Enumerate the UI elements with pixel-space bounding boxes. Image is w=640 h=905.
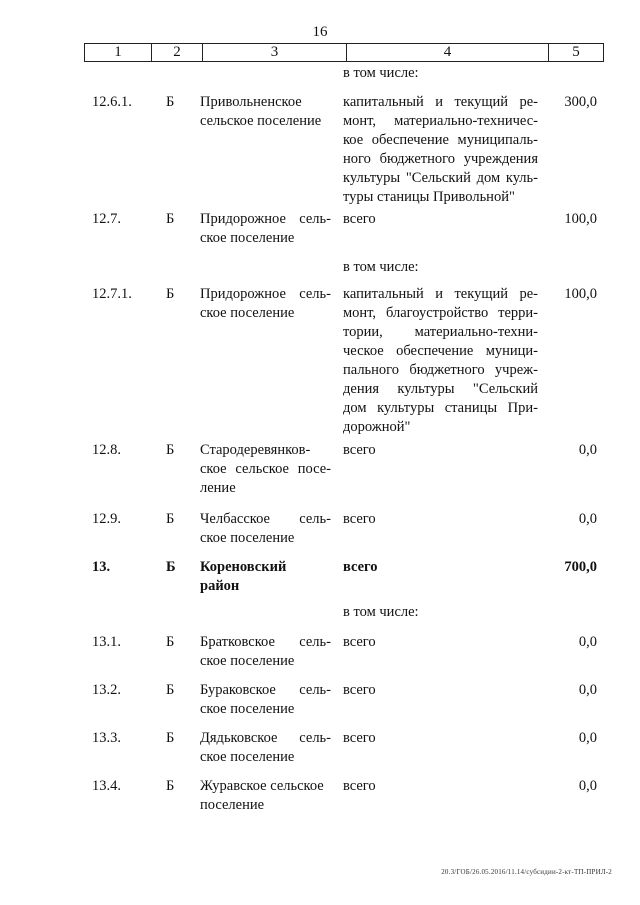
row-name-line: Придорожное сель- (200, 211, 331, 227)
row-category: Б (166, 94, 175, 110)
row-category: Б (166, 442, 175, 458)
row-name (200, 633, 331, 671)
row-name-line: Бураковское сель- (200, 682, 331, 698)
row-purpose-line: всего (343, 442, 376, 458)
row-purpose-line: ного бюджетного учреждения (343, 151, 538, 167)
row-name-line: ское поселение (200, 653, 295, 669)
row-purpose (343, 681, 538, 700)
row-purpose-line: культуры "Сельский дом куль- (343, 170, 538, 186)
row-purpose-line: всего (343, 778, 376, 794)
header-col-1: 1 (85, 44, 152, 61)
header-col-3: 3 (203, 44, 347, 61)
row-name (200, 93, 331, 131)
row-purpose-line: всего (343, 730, 376, 746)
row-amount: 0,0 (578, 442, 597, 458)
row-category: Б (166, 778, 175, 794)
row-name-line: Журавское сельское (200, 778, 324, 794)
row-category: Б (166, 211, 175, 227)
row-purpose (343, 93, 538, 207)
row-purpose-line: туры станицы Привольной" (343, 189, 515, 205)
row-category: Б (166, 730, 175, 746)
subtotal-label: в том числе: (343, 65, 419, 81)
row-purpose-line: всего (343, 511, 376, 527)
page-number: 16 (312, 24, 328, 40)
row-name-line: сельское поселение (200, 113, 322, 129)
row-purpose-line: капитальный и текущий ре- (343, 286, 538, 302)
row-purpose (343, 558, 538, 577)
row-purpose-line: монт, благоустройство терри- (343, 305, 538, 321)
row-name-line: ское поселение (200, 701, 295, 717)
row-name (200, 510, 331, 548)
row-amount: 0,0 (578, 730, 597, 746)
row-number: 12.7. (92, 211, 121, 227)
row-purpose (343, 441, 538, 460)
row-purpose (343, 510, 538, 529)
row-number: 13.3. (92, 730, 121, 746)
row-number: 12.8. (92, 442, 121, 458)
row-purpose-line: кое обеспечение муниципаль- (343, 132, 538, 148)
row-name-line: Дядьковское сель- (200, 730, 331, 746)
row-purpose-line: всего (343, 682, 376, 698)
row-name-line: Стародеревянков- (200, 442, 311, 458)
row-purpose-line: дом культуры станицы При- (343, 400, 538, 416)
row-category: Б (166, 511, 175, 527)
row-purpose-line: тории, материально-техни- (343, 324, 538, 340)
document-footer-code: 20.3/ГОБ/26.05.2016/11.14/субсидии-2-кт-ТП-ПРИЛ-2 (441, 868, 612, 876)
row-purpose-line: пального бюджетного учреж- (343, 362, 538, 378)
row-name-line: ское сельское посе- (200, 461, 331, 477)
row-category: Б (166, 286, 175, 302)
row-name-line: район (200, 578, 240, 594)
row-name-line: ление (200, 480, 236, 496)
row-amount: 300,0 (564, 94, 597, 110)
row-amount: 100,0 (564, 286, 597, 302)
row-number: 13. (92, 559, 111, 575)
row-number: 13.1. (92, 634, 121, 650)
row-number: 12.7.1. (92, 286, 132, 302)
row-purpose-line: всего (343, 559, 378, 575)
row-name-line: Челбасское сель- (200, 511, 331, 527)
row-name-line: Придорожное сель- (200, 286, 331, 302)
row-number: 12.6.1. (92, 94, 132, 110)
row-name-line: ское поселение (200, 530, 295, 546)
row-amount: 0,0 (578, 778, 597, 794)
row-purpose-line: всего (343, 211, 376, 227)
row-name-line: ское поселение (200, 749, 295, 765)
row-purpose-line: дения культуры "Сельский (343, 381, 538, 397)
subtotal-label: в том числе: (343, 604, 419, 620)
row-category: Б (166, 559, 176, 575)
row-name (200, 558, 331, 596)
row-name (200, 441, 331, 498)
row-amount: 700,0 (564, 559, 597, 575)
row-name-line: Привольненское (200, 94, 302, 110)
row-number: 13.4. (92, 778, 121, 794)
header-col-5: 5 (572, 44, 580, 60)
subtotal-label: в том числе: (343, 259, 419, 275)
header-col-4: 4 (347, 44, 549, 61)
row-name (200, 285, 331, 323)
row-name-line: Братковское сель- (200, 634, 331, 650)
row-amount: 0,0 (578, 682, 597, 698)
row-purpose-line: капитальный и текущий ре- (343, 94, 538, 110)
header-col-2: 2 (152, 44, 203, 61)
row-purpose-line: монт, материально-техничес- (343, 113, 538, 129)
row-purpose-line: всего (343, 634, 376, 650)
row-category: Б (166, 634, 175, 650)
row-name (200, 729, 331, 767)
row-name (200, 210, 331, 248)
row-number: 12.9. (92, 511, 121, 527)
table-header (84, 43, 604, 62)
row-purpose (343, 285, 538, 437)
row-amount: 0,0 (578, 511, 597, 527)
row-name-line: Кореновский (200, 559, 287, 575)
row-amount: 100,0 (564, 211, 597, 227)
row-name (200, 681, 331, 719)
row-purpose (343, 729, 538, 748)
row-name-line: ское поселение (200, 305, 295, 321)
row-name-line: ское поселение (200, 230, 295, 246)
row-purpose (343, 777, 538, 796)
row-purpose-line: ческое обеспечение муници- (343, 343, 538, 359)
row-number: 13.2. (92, 682, 121, 698)
row-name-line: поселение (200, 797, 265, 813)
row-category: Б (166, 682, 175, 698)
row-purpose (343, 633, 538, 652)
row-name (200, 777, 331, 815)
row-purpose-line: дорожной" (343, 419, 411, 435)
row-purpose (343, 210, 538, 229)
row-amount: 0,0 (578, 634, 597, 650)
